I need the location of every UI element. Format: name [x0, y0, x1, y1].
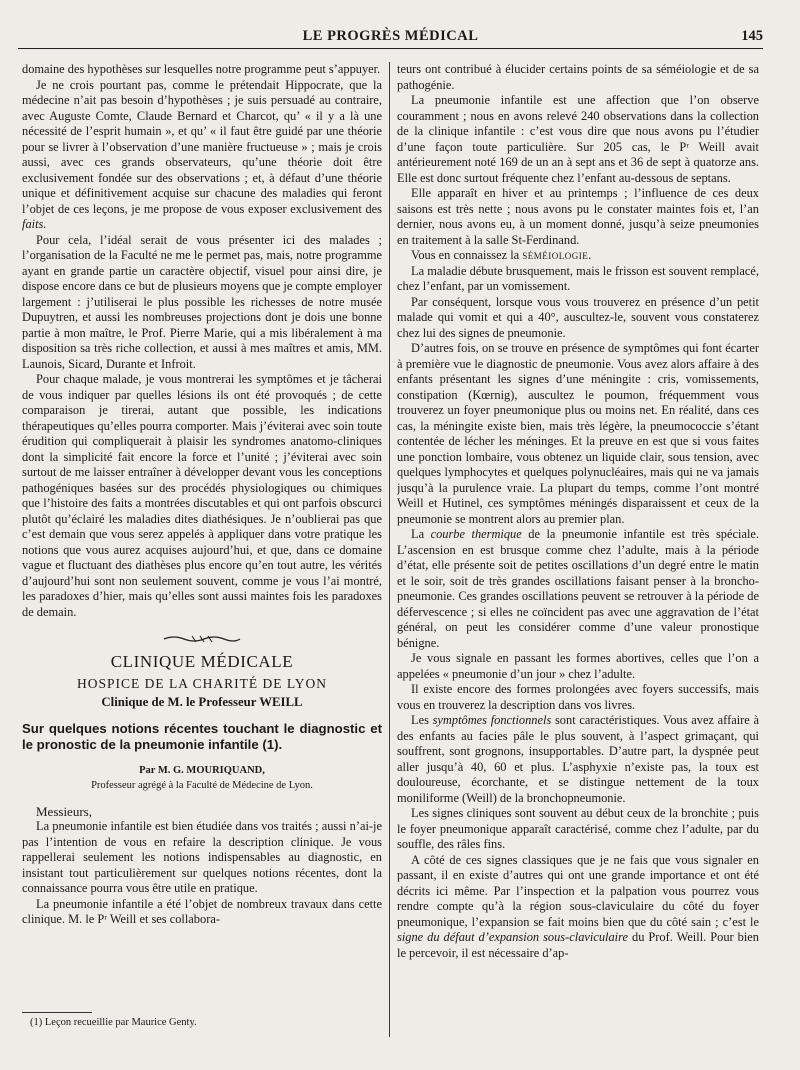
paragraph: La pneumonie infantile a été l’objet de nombreux travaux dans cette clinique. M. le Pʳ Weill et ses collabora- [22, 896, 382, 926]
salutation: Messieurs, [36, 803, 92, 819]
paragraph: La maladie débute brusquement, mais le frisson est souvent remplacé, chez l’enfant, par un vomissement. [397, 263, 759, 293]
footnote: (1) Leçon recueillie par Maurice Genty. [30, 1017, 197, 1028]
emphasis-text: symptômes fonctionnels [432, 713, 552, 727]
paragraph: La pneumonie infantile est une affection que l’on observe couramment ; nous en avons relevé 240 observations dans la collection de la clinique infantile : c’est vous dire que nous avons pu l’étudier d’une façon toute particulière. Sur 205 cas, le Pʳ Weill avait antérieurement noté 169 de un an à sept ans et 36 de sept à quatorze ans. Elle est donc surtout fréquente chez l’enfant au-dessous de septans. [397, 93, 759, 185]
emphasis-text: faits. [22, 217, 47, 231]
paragraph [397, 853, 759, 962]
left-column [22, 62, 382, 1037]
page-number: 145 [741, 28, 763, 44]
article-title: Sur quelques notions récentes touchant le diagnostic et le pronostic de la pneumonie infantile (1). [22, 720, 382, 752]
paragraph-text: Je ne crois pourtant pas, comme le prétendait Hippocrate, que la médecine n’ait pas besoin d’hypothèses ; je suis persuadé au contraire, avec Auguste Comte, Claude Bernard et Charcot, qu’ « il y a là une nécessité de l’esprit humain », et qu’ « il faut être guidé par une théorie pour se livrer à l’observation d’une manière fructueuse » ; mais je crois aussi, avec ces grands observateurs, qu’une théorie doit être exclusivement fondée sur des observations ; et, à défaut d’une théorie unique et définitivement acquise sur chacune des maladies qui feront l’objet de ces leçons, je me propose de vous exposer exclusivement des [22, 77, 382, 216]
paragraph: D’autres fois, on se trouve en présence de symptômes qui font écarter à première vue le diagnostic de pneumonie. Vous avez alors affaire à des enfants présentant les signes d’une méningite : cris, vomissements, constipation (Kœrnig), auscultez le poumon, fréquemment vous trouverez un foyer pneumonique plus ou moins net. En réalité, dans ces cas, la méningite existe bien, mais très légère, la pneumococcie s’étant contentée de lécher les méninges. Et la preuve en est que si vous faites une ponction lombaire, vous obtenez un liquide clair, sous tension, avec quelques lymphocytes et quelques polynucléaires, mais qui ne va jamais jusqu’à la purulence vraie. La plupart du temps, comme l’ont montré Weill et Hutinel, ces symptômes méningés disparaissent et ceux de la pneumonie se montrent alors au premier plan. [397, 341, 759, 526]
running-title: LE PROGRÈS MÉDICAL [302, 28, 479, 44]
paragraph: teurs ont contribué à élucider certains points de sa séméiologie et de sa pathogénie. [397, 62, 759, 92]
section-ornament [22, 634, 382, 644]
paragraph: Par conséquent, lorsque vous vous trouverez en présence d’un petit malade qui vomit et qui a 40°, auscultez-le, souvent vous constaterez chez lui des signes de pneumonie. [397, 294, 759, 340]
paragraph [22, 78, 382, 233]
paragraph [397, 713, 759, 806]
paragraph: domaine des hypothèses sur lesquelles notre programme peut s’appuyer. [22, 62, 381, 76]
section-title: CLINIQUE MÉDICALE [110, 652, 294, 671]
emphasis-text: signe du défaut d’expansion sous-claviculaire [397, 930, 628, 944]
small-caps-text: séméiologie. [522, 248, 592, 262]
paragraph: Les signes cliniques sont souvent au début ceux de la bronchite ; puis le foyer pneumonique apparaît caractérisé, comme chez l’adulte, par du souffle, des râles fins. [397, 806, 759, 851]
right-column [397, 62, 759, 1037]
paragraph: La pneumonie infantile est bien étudiée dans vos traités ; aussi n’ai-je pas l’intention de vous en refaire la description clinique. Je vous rappellerai seulement les notions indispensables au diagnostic, en insistant tout particulièrement sur quelques notions récentes, dont la connaissance pourra vous être utile en pratique. [22, 819, 382, 895]
paragraph-text: de la pneumonie infantile est très spéciale. L’ascension en est brusque comme chez l’adulte, mais à la période d’état, elle présente soit de petites oscillations d’un degré entre le matin et le soir, soit de très grandes oscillations faisant penser à la broncho-pneumonie. Ces grandes oscillations peuvent se retrouver à la période de défervescence ; si elles ne coïncident pas avec une aggravation de l’état général, on peut les considérer comme d’une valeur pronostique bénigne. [397, 527, 759, 650]
paragraph [397, 248, 759, 264]
column-divider [389, 62, 390, 1037]
clinic-line: Clinique de M. le Professeur WEILL [101, 695, 303, 709]
paragraph-text: Vous en connaissez la [411, 248, 520, 262]
ornament-flourish-icon [162, 634, 242, 644]
paragraph: Je vous signale en passant les formes abortives, celles que l’on a appelées « pneumonie d’un jour » chez l’adulte. [397, 651, 759, 681]
paragraph-text: du Prof. Weill. Pour bien le percevoir, il est nécessaire d’ap- [397, 930, 759, 960]
paragraph-text: A côté de ces signes classiques que je ne fais que vous signaler en passant, il en existe d’autres qui ont une grande importance et ont été décrits ici même. Par l’inspection et la palpation vous pourrez vous rendre compte qu’à la région sous-claviculaire du côté du foyer pneumonique, l’expansion se fait moins bien que du côté sain ; c’est le [397, 852, 759, 929]
author-affiliation: Professeur agrégé à la Faculté de Médecine de Lyon. [91, 780, 313, 791]
paragraph-text: Les [411, 713, 429, 727]
author-byline: Par M. G. MOURIQUAND, [139, 764, 265, 776]
paragraph [397, 527, 759, 651]
paragraph: Elle apparaît en hiver et au printemps ; l’influence de ces deux saisons est très nette ; nous avons pu le constater maintes fois et, l’an dernier, nous avons eu, à un moment donné, jusqu’à seize pneumonies en traitement à la salle St-Ferdinand. [397, 186, 759, 247]
footnote-divider [22, 1012, 92, 1013]
paragraph-text: sont caractéristiques. Vous avez affaire à des enfants au facies pâle le plus souvent, à l’aspect grimaçant, qui souffrent, sont grognons, insupportables. D’autre part, la dyspnée peut aller jusqu’à 40, 60 et plus. L’asphyxie n’existe pas, la toux est douloureuse, écorchante, et se distingue nettement de la toux moniliforme (Weill) de la bronchopneumonie. [397, 713, 759, 805]
paragraph: Pour cela, l’idéal serait de vous présenter ici des malades ; l’organisation de la Faculté ne me le permet pas, mais, notre programme ayant en grande partie un caractère objectif, visuel pour ainsi dire, je dispose encore dans ce but de plusieurs moyens que je compte employer largement : j’utiliserai le plus possible les richesses de notre musée Dupuytren, et aussi les nombreuses projections dont je dois une bonne partie à mon maître, le Prof. Pierre Marie, qui a mis libéralement à ma disposition sa très riche collection, et aussi à mes maîtres et amis, MM. Launois, Sicard, Durante et Infroit. [22, 232, 382, 371]
emphasis-text: courbe thermique [430, 527, 522, 541]
paragraph: Pour chaque malade, je vous montrerai les symptômes et je tâcherai de vous indiquer par quelles lésions ils ont été provoqués ; de cette comparaison je tirerai, autant que possible, les indications thérapeutiques qu’elles pourra comporter. Mais j’éviterai avec soin toute érudition qui compliquerait à plaisir les syndromes anatomo-cliniques dont la simplicité fait encore la force et l’unité ; j’éviterai avec soin surtout de me laisser entraîner à développer devant vous les conceptions pathogéniques basées sur des procédés physiologiques ou chimiques que l’histoire des faits a montrées discutables et qui ont parfois obscurci plutôt qu’éclairé les maladies dites diathésiques. Je n’oublierai pas que c’est demain que vous serez appelés à appliquer dans votre pratique les notions que vous aurez acquises aujourd’hui, et que, dans ce domaine vague et fluctuant des diathèses plus encore qu’en tout autre, les vérités d’aujourd’hui sont non seulement souvent, comme je vous l’ai montré, les paradoxes d’hier, mais qu’elles sont aussi maintes fois les paradoxes de demain. [22, 372, 382, 619]
paragraph: Il existe encore des formes prolongées avec foyers successifs, mais vous en trouverez la description dans vos livres. [397, 682, 759, 712]
section-subtitle: HOSPICE DE LA CHARITÉ DE LYON [76, 675, 328, 691]
page-header [18, 26, 763, 49]
paragraph-text: La [411, 527, 425, 541]
